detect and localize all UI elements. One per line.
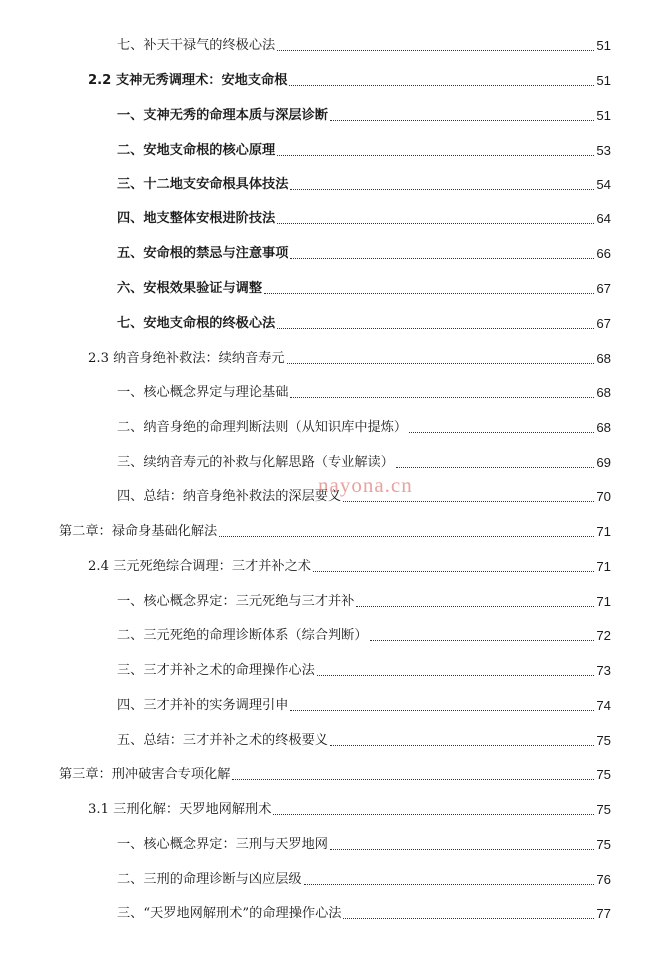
toc-entry-page: 72 bbox=[596, 628, 611, 643]
toc-entry[interactable] bbox=[117, 138, 611, 160]
toc-entry-label: 二、安地支命根的核心原理 bbox=[117, 143, 276, 158]
toc-entry-label: 第三章：刑冲破害合专项化解 bbox=[59, 767, 231, 782]
toc-entry-label: 五、总结：三才并补之术的终极要义 bbox=[117, 733, 328, 748]
toc-entry-label: 四、三才并补的实务调理引申 bbox=[117, 698, 289, 713]
dot-leader bbox=[330, 849, 594, 850]
dot-leader bbox=[277, 50, 594, 51]
dot-leader bbox=[396, 467, 594, 468]
toc-entry-label: 一、核心概念界定与理论基础 bbox=[117, 385, 289, 400]
dot-leader bbox=[232, 779, 594, 780]
watermark-text: nayona.cn bbox=[318, 473, 413, 497]
toc-entry-page: 51 bbox=[596, 38, 611, 53]
toc-entry[interactable] bbox=[117, 658, 611, 680]
toc-entry[interactable] bbox=[117, 241, 611, 263]
toc-entry[interactable] bbox=[88, 68, 611, 90]
dot-leader bbox=[343, 501, 594, 502]
toc-entry-page: 71 bbox=[596, 559, 611, 574]
toc-entry-page: 74 bbox=[596, 698, 611, 713]
toc-entry-page: 76 bbox=[596, 872, 611, 887]
toc-entry[interactable] bbox=[117, 693, 611, 715]
toc-entry-label: 四、地支整体安根进阶技法 bbox=[117, 211, 276, 226]
toc-entry-page: 67 bbox=[596, 281, 611, 296]
toc-entry[interactable] bbox=[117, 380, 611, 402]
toc-entry-page: 75 bbox=[596, 837, 611, 852]
toc-entry-page: 54 bbox=[596, 177, 611, 192]
toc-entry-page: 53 bbox=[596, 143, 611, 158]
toc-entry[interactable] bbox=[117, 484, 611, 506]
toc-entry[interactable] bbox=[59, 519, 611, 541]
toc-entry-label: 三、“天罗地网解刑术”的命理操作心法 bbox=[117, 906, 342, 921]
toc-entry[interactable] bbox=[88, 797, 611, 819]
dot-leader bbox=[277, 155, 594, 156]
dot-leader bbox=[277, 223, 594, 224]
toc-entry-page: 68 bbox=[596, 420, 611, 435]
toc-entry[interactable] bbox=[117, 867, 611, 889]
dot-leader bbox=[356, 606, 594, 607]
dot-leader bbox=[409, 432, 594, 433]
toc-entry[interactable] bbox=[59, 762, 611, 784]
dot-leader bbox=[304, 884, 595, 885]
toc-entry[interactable] bbox=[88, 554, 611, 576]
toc-entry-label: 一、核心概念界定：三刑与天罗地网 bbox=[117, 837, 328, 852]
toc-entry[interactable] bbox=[117, 728, 611, 750]
dot-leader bbox=[317, 675, 595, 676]
toc-entry-label: 三、续纳音寿元的补救与化解思路（专业解读） bbox=[117, 455, 394, 470]
toc-entry-page: 66 bbox=[596, 246, 611, 261]
toc-entry-label: 二、三元死绝的命理诊断体系（综合判断） bbox=[117, 628, 368, 643]
toc-entry-label: 2.2 支神无秀调理术：安地支命根 bbox=[88, 73, 288, 88]
toc-entry-label: 四、总结：纳音身绝补救法的深层要义 bbox=[117, 489, 342, 504]
toc-entry-page: 51 bbox=[596, 73, 611, 88]
toc-entry[interactable] bbox=[117, 311, 611, 333]
toc-entry[interactable] bbox=[117, 589, 611, 611]
toc-entry-page: 71 bbox=[596, 524, 611, 539]
toc-entry[interactable] bbox=[117, 901, 611, 923]
toc-entry-label: 六、安根效果验证与调整 bbox=[117, 281, 263, 296]
toc-entry-page: 77 bbox=[596, 906, 611, 921]
toc-entry[interactable] bbox=[117, 832, 611, 854]
toc-entry-page: 64 bbox=[596, 211, 611, 226]
toc-entry-label: 三、三才并补之术的命理操作心法 bbox=[117, 663, 315, 678]
toc-entry-label: 七、安地支命根的终极心法 bbox=[117, 316, 276, 331]
dot-leader bbox=[370, 640, 595, 641]
toc-entry-page: 51 bbox=[596, 108, 611, 123]
toc-entry[interactable] bbox=[117, 623, 611, 645]
toc-entry-page: 75 bbox=[596, 767, 611, 782]
toc-entry-label: 2.3 纳音身绝补救法：续纳音寿元 bbox=[88, 351, 285, 366]
toc-entry[interactable] bbox=[117, 103, 611, 125]
dot-leader bbox=[290, 397, 594, 398]
dot-leader bbox=[290, 710, 594, 711]
dot-leader bbox=[343, 918, 594, 919]
toc-entry-label: 七、补天干禄气的终极心法 bbox=[117, 38, 276, 53]
toc-entry-page: 71 bbox=[596, 594, 611, 609]
toc-entry-label: 二、三刑的命理诊断与凶应层级 bbox=[117, 872, 302, 887]
toc-entry[interactable] bbox=[88, 346, 611, 368]
dot-leader bbox=[219, 536, 594, 537]
dot-leader bbox=[330, 745, 594, 746]
dot-leader bbox=[273, 814, 594, 815]
toc-entry-label: 二、纳音身绝的命理判断法则（从知识库中提炼） bbox=[117, 420, 408, 435]
dot-leader bbox=[289, 85, 594, 86]
toc-entry[interactable] bbox=[117, 450, 611, 472]
dot-leader bbox=[264, 293, 594, 294]
toc-entry[interactable] bbox=[117, 33, 611, 55]
toc-entry[interactable] bbox=[117, 276, 611, 298]
dot-leader bbox=[290, 258, 594, 259]
toc-entry[interactable] bbox=[117, 206, 611, 228]
toc-entry-label: 一、核心概念界定：三元死绝与三才并补 bbox=[117, 594, 355, 609]
toc-entry-page: 75 bbox=[596, 802, 611, 817]
toc-entry-page: 70 bbox=[596, 489, 611, 504]
toc-entry[interactable] bbox=[117, 172, 611, 194]
dot-leader bbox=[290, 189, 594, 190]
toc-entry-label: 一、支神无秀的命理本质与深层诊断 bbox=[117, 108, 328, 123]
toc-entry-page: 68 bbox=[596, 351, 611, 366]
dot-leader bbox=[330, 120, 594, 121]
toc-entry-page: 75 bbox=[596, 733, 611, 748]
dot-leader bbox=[313, 571, 594, 572]
toc-entry-label: 2.4 三元死绝综合调理：三才并补之术 bbox=[88, 559, 311, 574]
dot-leader bbox=[277, 328, 594, 329]
toc-entry-label: 第二章：禄命身基础化解法 bbox=[59, 524, 218, 539]
toc-entry-label: 五、安命根的禁忌与注意事项 bbox=[117, 246, 289, 261]
toc-entry-label: 3.1 三刑化解：天罗地网解刑术 bbox=[88, 802, 272, 817]
toc-entry[interactable] bbox=[117, 415, 611, 437]
toc-entry-page: 73 bbox=[596, 663, 611, 678]
toc-entry-label: 三、十二地支安命根具体技法 bbox=[117, 177, 289, 192]
toc-entry-page: 69 bbox=[596, 455, 611, 470]
dot-leader bbox=[287, 363, 595, 364]
toc-entry-page: 67 bbox=[596, 316, 611, 331]
toc-entry-page: 68 bbox=[596, 385, 611, 400]
